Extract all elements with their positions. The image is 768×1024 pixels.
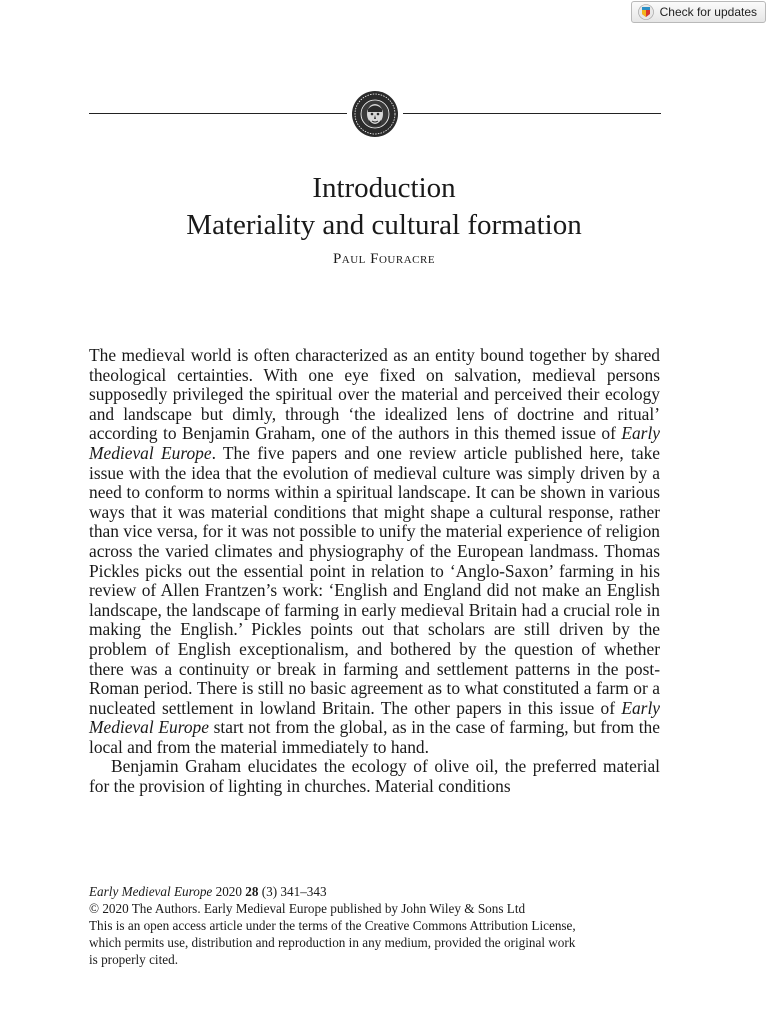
p1-text-b: . The five papers and one review article published here, take issue with the idea that the evolution of medieval culture was simply driven by a need to conform to norms within a spiritual landscape. It can be shown in various ways that it was material conditions that might shape a cultural response, rather than vice versa, for it was not possible to unify the material experience of religion across the varied climates and physiography of the European landmass. Thomas Pickles picks out the essential point in relation to ‘Anglo-Saxon’ farming in his review of Allen Frantzen’s work: ‘English and England did not make an English landscape, the landscape of farming in early medieval Britain had a crucial role in making the English.’ Pickles points out that scholars are still driven by the problem of English exceptionalism, and bothered by the question of whether there was a continuity or break in farming and settlement patterns in the post-Roman period. There is still no basic agreement as to what constituted a farm or a nucleated settlement in lowland Britain. The other papers in this issue of (89, 442, 660, 718)
p1-text-a: The medieval world is often characterized as an entity bound together by shared theological certainties. With one eye fixed on salvation, medieval persons supposedly privileged the spiritual over the material and perceived their ecology and landscape but dimly, through ‘the idealized lens of doctrine and ritual’ according to Benjamin Graham, one of the authors in this themed issue of (89, 345, 660, 444)
title-line-2: Materiality and cultural formation (186, 209, 582, 241)
license-line-1: This is an open access article under the terms of the Creative Commons Attribution License, (89, 918, 576, 933)
journal-name-italic: Early Medieval Europe (89, 423, 660, 463)
copyright-line: © 2020 The Authors. Early Medieval Europe published by John Wiley & Sons Ltd (89, 901, 526, 916)
article-body (89, 346, 660, 797)
footer-journal: Early Medieval Europe (89, 884, 213, 899)
crossmark-icon (638, 4, 654, 20)
paragraph-2: Benjamin Graham elucidates the ecology of olive oil, the preferred material for the provision of lighting in churches. Material conditions (89, 756, 660, 797)
citation-line (89, 883, 664, 900)
journal-seal-icon (351, 90, 399, 138)
license-line-3: is properly cited. (89, 952, 178, 967)
journal-name-italic: Early Medieval Europe (89, 697, 660, 738)
check-for-updates-label: Check for updates (659, 5, 757, 19)
footer-volume: 28 (245, 884, 259, 899)
license-line-2: which permits use, distribution and reproduction in any medium, provided the original work (89, 935, 576, 950)
footer-issue-pages: (3) 341–343 (261, 884, 327, 899)
article-title (0, 170, 768, 244)
check-for-updates-button[interactable] (631, 1, 766, 23)
header-ornament (89, 90, 661, 138)
header-rule-left (89, 113, 347, 114)
header-rule-right (403, 113, 661, 114)
article-author: Paul Fouracre (332, 251, 436, 267)
page-footer (89, 883, 664, 968)
title-line-1: Introduction (312, 172, 456, 204)
footer-year: 2020 (215, 884, 242, 899)
paragraph-1 (89, 346, 660, 757)
p1-text-c: start not from the global, as in the case of farming, but from the local and from the material immediately to hand. (89, 717, 660, 757)
